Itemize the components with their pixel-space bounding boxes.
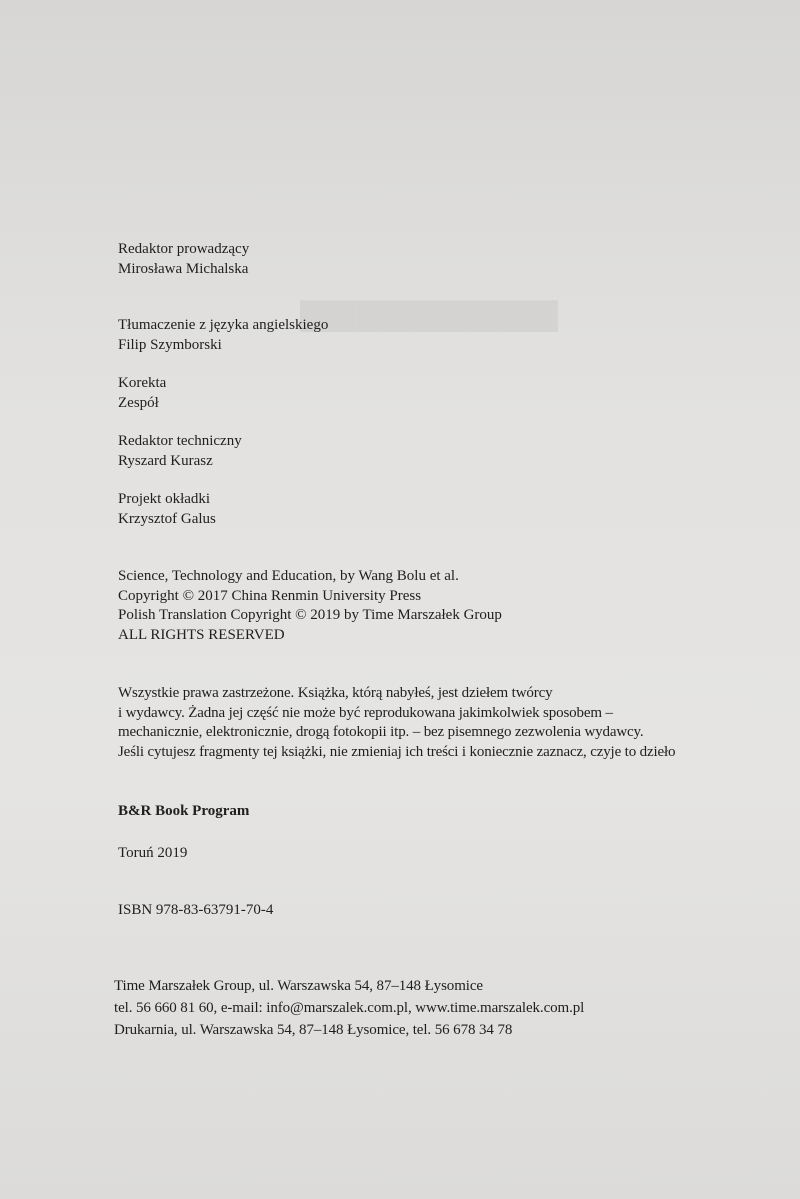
rights-line: i wydawcy. Żadna jej część nie może być reprodukowana jakimkolwiek sposobem – bbox=[118, 704, 613, 721]
copyright-line: Polish Translation Copyright © 2019 by Time Marszałek Group bbox=[118, 607, 502, 623]
credit-proofreading bbox=[118, 374, 166, 413]
copyright-line: ALL RIGHTS RESERVED bbox=[118, 626, 285, 643]
credit-role: Korekta bbox=[118, 375, 167, 391]
show-through: ██████████████ bbox=[300, 300, 558, 330]
credit-cover-design bbox=[118, 490, 216, 529]
isbn: ISBN 978-83-63791-70-4 bbox=[118, 902, 274, 918]
rights-line: Wszystkie prawa zastrzeżone. Książka, którą nabyłeś, jest dziełem twórcy bbox=[118, 685, 553, 701]
publisher-block bbox=[114, 975, 584, 1041]
credit-editor bbox=[118, 240, 249, 279]
rights-line: Jeśli cytujesz fragmenty tej książki, nie zmieniaj ich treści i koniecznie zaznacz, czyje to dzieło bbox=[118, 743, 676, 760]
publisher-line: tel. 56 660 81 60, e-mail: info@marszalek.com.pl, www.time.marszalek.com.pl bbox=[114, 1000, 585, 1016]
credit-role: Tłumaczenie z języka angielskiego bbox=[118, 317, 329, 333]
credit-role: Redaktor techniczny bbox=[118, 433, 242, 449]
credit-name: Zespół bbox=[118, 394, 159, 411]
credit-name: Mirosława Michalska bbox=[118, 260, 249, 277]
copyright-line: Science, Technology and Education, by Wang Bolu et al. bbox=[118, 568, 459, 584]
publisher-line: Drukarnia, ul. Warszawska 54, 87–148 Łysomice, tel. 56 678 34 78 bbox=[114, 1022, 513, 1038]
rights-notice bbox=[118, 684, 675, 762]
credit-name: Filip Szymborski bbox=[118, 336, 222, 353]
place-year: Toruń 2019 bbox=[118, 845, 188, 861]
copyright-line: Copyright © 2017 China Renmin University Press bbox=[118, 587, 422, 604]
credit-role: Redaktor prowadzący bbox=[118, 241, 250, 257]
program-name: B&R Book Program bbox=[118, 803, 250, 819]
credit-name: Ryszard Kurasz bbox=[118, 452, 213, 469]
publisher-line: Time Marszałek Group, ul. Warszawska 54, 87–148 Łysomice bbox=[114, 978, 483, 994]
credit-role: Projekt okładki bbox=[118, 491, 211, 507]
credit-technical-editor bbox=[118, 432, 242, 471]
copyright-block bbox=[118, 567, 502, 645]
credit-name: Krzysztof Galus bbox=[118, 510, 216, 527]
credit-translator bbox=[118, 316, 328, 355]
rights-line: mechanicznie, elektronicznie, drogą fotokopii itp. – bez pisemnego zezwolenia wydawcy. bbox=[118, 724, 644, 740]
